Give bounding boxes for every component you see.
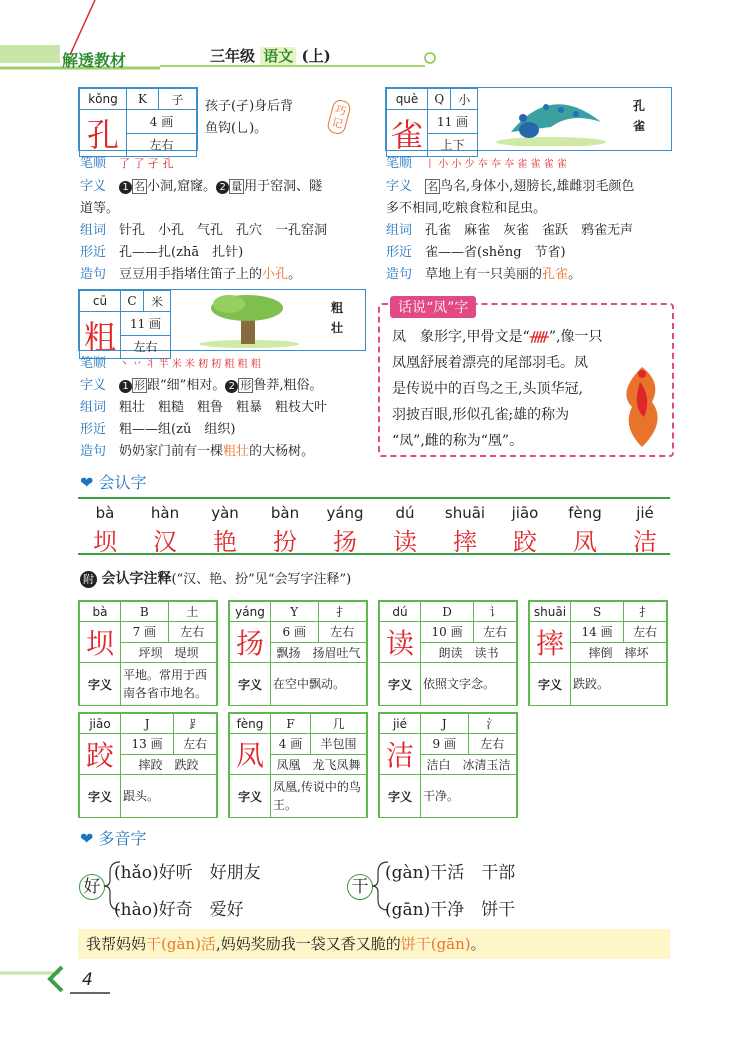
- structure: 左右: [174, 734, 217, 755]
- meaning-label: 字义: [230, 663, 271, 706]
- annotation-title: 会认字注释: [101, 571, 172, 587]
- hanzi: 读: [393, 528, 417, 556]
- structure: 左右: [474, 622, 517, 643]
- structure: 左右: [624, 622, 667, 643]
- peacock-illustration: [491, 92, 611, 146]
- meaning: 跌跤。: [571, 663, 667, 706]
- hanzi: 汉: [153, 528, 177, 556]
- subject: 语文: [260, 47, 296, 65]
- letter: S: [571, 602, 624, 622]
- radical: 几: [311, 714, 367, 734]
- poly-hao-2: (hào)好奇 爱好: [114, 900, 244, 920]
- stroke-order-row: 笔顺 了 了 孑 孔: [80, 156, 174, 171]
- pinyin: bà: [80, 602, 121, 622]
- stroke-order-row: 笔顺 丨 小 小 少 夲 夲 夲 雀 雀 雀 雀: [386, 156, 567, 171]
- big-char: 读: [380, 622, 421, 663]
- pinyin: shuāi: [530, 602, 571, 622]
- meaning-label: 字义: [80, 775, 121, 818]
- recognize-section-title: ❤ 会认字: [80, 473, 147, 492]
- big-char: 粗: [80, 312, 121, 359]
- structure: 半包围: [311, 734, 367, 755]
- tip-badge: 巧记: [326, 98, 352, 136]
- char-card-cu: [78, 289, 366, 356]
- big-char: 孔: [80, 110, 127, 157]
- rhyme-line-2: 鱼钩(乚)。: [205, 121, 268, 136]
- meaning: 平地。常用于西南各省市地名。: [121, 663, 217, 706]
- pinyin: jié: [636, 504, 654, 522]
- strokes: 11 画: [121, 312, 171, 336]
- pinyin: dú: [380, 602, 421, 622]
- meaning: 依照文字念。: [421, 663, 517, 706]
- similar-row: 形近 孔——扎(zhā 扎针): [80, 245, 244, 260]
- hanzi: 跤: [513, 528, 537, 556]
- words: 坪坝 堤坝: [121, 642, 217, 663]
- recognize-char: [135, 504, 195, 557]
- radical: 讠: [474, 602, 517, 622]
- strokes: 4 画: [127, 110, 197, 134]
- letter: K: [127, 89, 159, 110]
- recognize-char: [315, 504, 375, 557]
- recognize-char: [75, 504, 135, 557]
- hanzi: 洁: [633, 528, 657, 556]
- pinyin: bàn: [270, 504, 300, 522]
- words: 朗读 读书: [421, 642, 517, 663]
- words: 摔倒 摔坏: [571, 642, 667, 663]
- poly-char-hao: 好: [79, 874, 105, 900]
- feng-story-line-1: 凤 象形字,甲骨文是“ᚏ”,像一只: [392, 329, 603, 345]
- words: 洁白 冰清玉洁: [421, 754, 517, 775]
- recognize-char: [495, 504, 555, 557]
- pinyin: fèng: [568, 504, 602, 522]
- pinyin: dú: [395, 504, 415, 522]
- strokes: 7 画: [121, 622, 169, 643]
- big-char: 扬: [230, 622, 271, 663]
- polyphone-example-sentence: 我帮妈妈干(gàn)活,妈妈奖励我一袋又香又脆的饼干(gān)。: [78, 929, 670, 959]
- feng-story-line-3: 是传说中的百鸟之王,头顶华冠,: [392, 381, 583, 397]
- radical: 土: [168, 602, 216, 622]
- strokes: 11 画: [428, 110, 478, 134]
- recognize-char: [195, 504, 255, 557]
- structure: 左右: [168, 622, 216, 643]
- annotation-card: [378, 600, 518, 706]
- sentence-row: 造句 豆豆用手指堵住笛子上的小孔。: [80, 267, 302, 282]
- words: 飘扬 扬眉吐气: [271, 642, 367, 663]
- feng-story-line-2: 凤凰舒展着漂亮的尾部羽毛。凤: [392, 355, 588, 371]
- annotation-card: [78, 600, 218, 706]
- meaning: 干净。: [421, 775, 517, 818]
- polyphone-section-title: ❤ 多音字: [80, 829, 147, 848]
- pinyin: què: [387, 89, 428, 110]
- pinyin: shuāi: [444, 504, 486, 522]
- strokes: 10 画: [421, 622, 474, 643]
- hanzi: 扬: [333, 528, 357, 556]
- pinyin: jiāo: [80, 714, 121, 734]
- big-char: 摔: [530, 622, 571, 663]
- meaning: 跟头。: [121, 775, 217, 818]
- similar-row: 形近 雀——省(shěng 节省): [386, 245, 566, 260]
- recognize-char: [255, 504, 315, 557]
- words: 凤凰 龙飞凤舞: [271, 754, 367, 775]
- phoenix-illustration: [612, 362, 670, 450]
- radical: 氵: [468, 714, 516, 734]
- tree-illustration: [189, 292, 309, 348]
- series-title: 解透教材: [62, 51, 127, 70]
- strokes: 6 画: [271, 622, 319, 643]
- similar-row: 形近 粗——组(zǔ 组织): [80, 422, 236, 437]
- strokes: 4 画: [271, 734, 311, 755]
- meaning-label: 字义: [80, 663, 121, 706]
- annotation-note: (“汉、艳、扮”见“会写字注释”): [171, 572, 352, 587]
- annotation-header: [80, 568, 351, 588]
- pinyin: yáng: [230, 602, 271, 622]
- stroke-order-row: 笔顺 丶 丷 丬 半 米 米 籾 籾 粗 粗 粗: [80, 356, 261, 371]
- pinyin: fèng: [230, 714, 271, 734]
- peacock-label: 孔雀: [633, 99, 646, 133]
- meaning: 凤凰,传说中的鸟王。: [271, 775, 367, 818]
- pinyin: jiāo: [511, 504, 539, 522]
- pinyin: kǒng: [80, 89, 127, 110]
- letter: B: [121, 602, 169, 622]
- annotation-badge: 附: [80, 571, 97, 588]
- structure: 左右: [318, 622, 366, 643]
- page-number: 4: [82, 970, 93, 990]
- hanzi: 凤: [573, 528, 597, 556]
- char-card-kong: [78, 87, 198, 154]
- big-char: 雀: [387, 110, 428, 157]
- hanzi: 摔: [453, 528, 477, 556]
- structure: 左右: [121, 335, 171, 359]
- letter: J: [121, 714, 174, 734]
- radical: ⻊: [174, 714, 217, 734]
- pinyin: jié: [380, 714, 421, 734]
- big-char: 跤: [80, 734, 121, 775]
- structure: 左右: [468, 734, 516, 755]
- recognize-char: [375, 504, 435, 557]
- structure: 上下: [428, 133, 478, 157]
- annotation-card: [228, 600, 368, 706]
- poly-hao-1: (hǎo)好听 好朋友: [114, 863, 261, 883]
- letter: Y: [271, 602, 319, 622]
- radical: 扌: [318, 602, 366, 622]
- annotation-card: [228, 712, 368, 818]
- meaning-row-cont: 多不相同,吃粮食粒和昆虫。: [386, 201, 547, 216]
- meaning-row: 字义 名 鸟名,身体小,翅膀长,雄雌羽毛颜色: [386, 179, 635, 194]
- rhyme-line-1: 孩子(孑)身后背: [205, 99, 294, 114]
- big-char: 凤: [230, 734, 271, 775]
- words-row: 组词 孔雀 麻雀 灰雀 雀跃 鸦雀无声: [386, 223, 634, 238]
- grade-subject: [210, 45, 331, 66]
- strokes: 14 画: [571, 622, 624, 643]
- sentence-row: 造句 奶奶家门前有一棵粗壮的大杨树。: [80, 444, 315, 459]
- radical: 扌: [624, 602, 667, 622]
- big-char: 坝: [80, 622, 121, 663]
- recognize-char: [555, 504, 615, 557]
- meaning-row: 字义 1 形 跟“细”相对。 2 形 鲁莽,粗俗。: [80, 378, 323, 393]
- letter: D: [421, 602, 474, 622]
- annotation-card: [378, 712, 518, 818]
- meaning: 在空中飘动。: [271, 663, 367, 706]
- structure: 左右: [127, 133, 197, 157]
- recognize-char: [615, 504, 675, 557]
- pinyin: bà: [95, 504, 115, 522]
- recognize-char: [435, 504, 495, 557]
- tree-label: 粗壮: [331, 301, 344, 335]
- meaning-label: 字义: [230, 775, 271, 818]
- footer-decoration: [0, 965, 120, 995]
- pinyin: yàn: [211, 504, 239, 522]
- words-row: 组词 针孔 小孔 气孔 孔穴 一孔窑洞: [80, 223, 328, 238]
- hanzi: 艳: [213, 528, 237, 556]
- feng-story-line-4: 羽披百眼,形似孔雀;雄的称为: [392, 407, 570, 423]
- term: (上): [301, 47, 331, 65]
- hanzi: 坝: [93, 528, 117, 556]
- feng-story-line-5: “凤”,雌的称为“凰”。: [392, 433, 524, 449]
- meaning-row-cont: 道等。: [80, 201, 120, 216]
- strokes: 13 画: [121, 734, 174, 755]
- meaning-label: 字义: [380, 775, 421, 818]
- annotation-card: [528, 600, 668, 706]
- strokes: 9 画: [421, 734, 469, 755]
- words: 摔跤 跌跤: [121, 754, 217, 775]
- grade: 三年级: [210, 47, 256, 65]
- meaning-row: 字义 1 名 小洞,窟窿。 2 量 用于窑洞、隧: [80, 179, 323, 194]
- char-card-que: [385, 87, 672, 154]
- meaning-label: 字义: [530, 663, 571, 706]
- letter: F: [271, 714, 311, 734]
- poly-gan-2: (gān)干净 饼干: [385, 900, 516, 920]
- meaning-label: 字义: [380, 663, 421, 706]
- annotation-card: [78, 712, 218, 818]
- poly-gan-1: (gàn)干活 干部: [385, 863, 516, 883]
- radical: 小: [451, 89, 478, 110]
- radical: 米: [143, 291, 170, 312]
- pinyin: yáng: [326, 504, 364, 522]
- radical: 子: [158, 89, 196, 110]
- feng-story-title: 话说“凤”字: [390, 296, 476, 318]
- letter: C: [121, 291, 144, 312]
- poly-char-gan: 干: [347, 874, 373, 900]
- letter: Q: [428, 89, 451, 110]
- letter: J: [421, 714, 469, 734]
- hanzi: 扮: [273, 528, 297, 556]
- big-char: 洁: [380, 734, 421, 775]
- sentence-row: 造句 草地上有一只美丽的孔雀。: [386, 267, 582, 282]
- pinyin: hàn: [150, 504, 180, 522]
- words-row: 组词 粗壮 粗糙 粗鲁 粗暴 粗枝大叶: [80, 400, 328, 415]
- pinyin: cū: [80, 291, 121, 312]
